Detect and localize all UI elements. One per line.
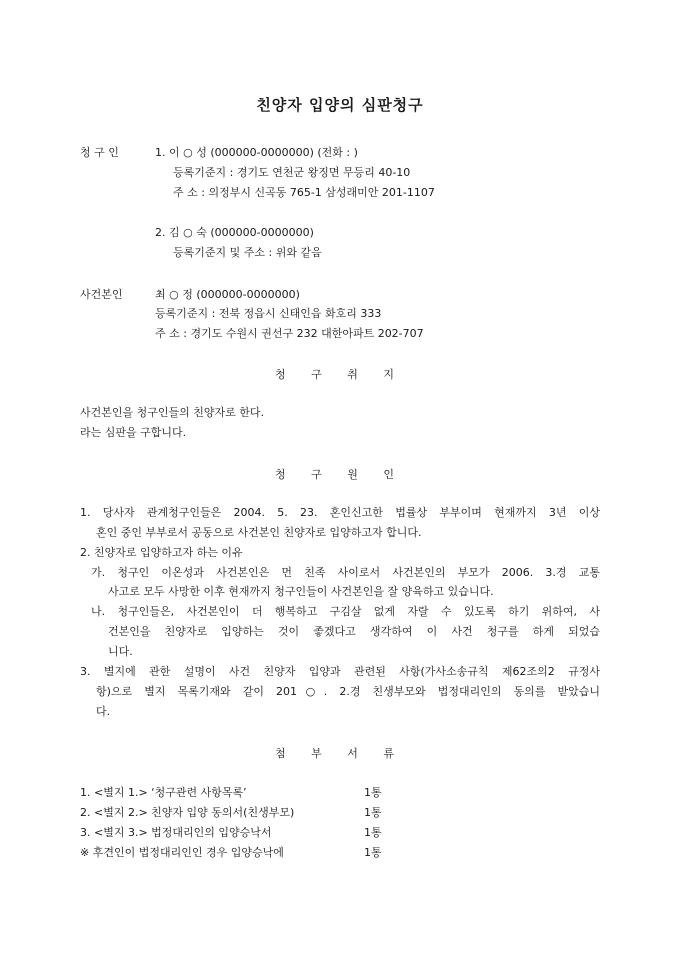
subject-domicile: 등록기준지 : 전북 정읍시 신태인읍 화호리 333 [155, 307, 382, 320]
subject-address: 주 소 : 경기도 수원시 권선구 232 대한아파트 202-707 [155, 327, 424, 340]
cause-item-2b-line-2: 건본인을 친양자로 입양하는 것이 좋겠다고 생각하여 이 사건 청구를 하게 되었습 [108, 625, 600, 638]
cause-item-2: 2. 친양자로 입양하고자 하는 이유 [80, 546, 243, 559]
cause-item-3-line-1: 3. 별지에 관한 설명이 사건 친양자 입양과 관련된 사항(가사소송규칙 제62조의2 규정사 [80, 665, 600, 678]
petitioner-label: 청 구 인 [80, 146, 119, 159]
purpose-line-2: 라는 심판을 구합니다. [80, 426, 187, 439]
petitioner-1-address: 주 소 : 의정부시 신곡동 765-1 삼성래미안 201-1107 [173, 186, 435, 199]
cause-item-3-line-2: 항)으로 별지 목록기재와 같이 201○. 2.경 친생부모와 법정대리인의 동의를 받았습니 [96, 685, 600, 698]
subject-name: 최 ○ 정 (000000-0000000) [155, 288, 300, 301]
attachment-item-1-count: 1통 [364, 786, 382, 799]
cause-heading: 청 구 원 인 [275, 468, 405, 481]
petitioner-1-name: 1. 이 ○ 성 (000000-0000000) (전화 : ) [155, 146, 358, 159]
attachment-note-label: ※ 후견인이 법정대리인인 경우 입양승낙에 [80, 846, 284, 859]
cause-item-2a-line-1: 가. 청구인 이온성과 사건본인은 먼 친족 사이로서 사건본인의 부모가 2006. 3.경 교통 [91, 566, 600, 579]
cause-item-2b-line-1: 나. 청구인들은, 사건본인이 더 행복하고 구김살 없게 자랄 수 있도록 하기 위하여, 사 [91, 605, 600, 618]
purpose-heading: 청 구 취 지 [275, 368, 405, 381]
attachment-item-3-count: 1통 [364, 826, 382, 839]
petitioner-1-domicile: 등록기준지 : 경기도 연천군 왕징면 무등리 40-10 [173, 166, 411, 179]
attachment-item-2-count: 1통 [364, 806, 382, 819]
subject-label: 사건본인 [80, 288, 123, 301]
purpose-line-1: 사건본인을 청구인들의 친양자로 한다. [80, 406, 265, 419]
attachments-heading: 첨 부 서 류 [275, 747, 405, 760]
cause-item-1-line-2: 혼인 중인 부부로서 공동으로 사건본인 친양자로 입양하고자 합니다. [96, 526, 422, 539]
petitioner-2-name: 2. 김 ○ 숙 (000000-0000000) [155, 226, 314, 239]
cause-item-2b-line-3: 니다. [108, 645, 133, 658]
attachment-item-2-label: 2. <별지 2.> 친양자 입양 동의서(친생부모) [80, 806, 295, 819]
attachment-note-count: 1통 [364, 846, 382, 859]
attachment-item-3-label: 3. <별지 3.> 법정대리인의 입양승낙서 [80, 826, 272, 839]
cause-item-1-line-1: 1. 당사자 관계청구인들은 2004. 5. 23. 혼인신고한 법률상 부부이며 현재까지 3년 이상 [80, 506, 600, 519]
document-title: 친양자 입양의 심판청구 [256, 96, 424, 114]
petitioner-2-address: 등록기준지 및 주소 : 위와 같음 [173, 246, 322, 259]
cause-item-3-line-3: 다. [96, 705, 111, 718]
cause-item-2a-line-2: 사고로 모두 사망한 이후 현재까지 청구인들이 사건본인을 잘 양육하고 있습니다. [108, 585, 494, 598]
attachment-item-1-label: 1. <별지 1.> ‘청구관련 사항목록’ [80, 786, 247, 799]
